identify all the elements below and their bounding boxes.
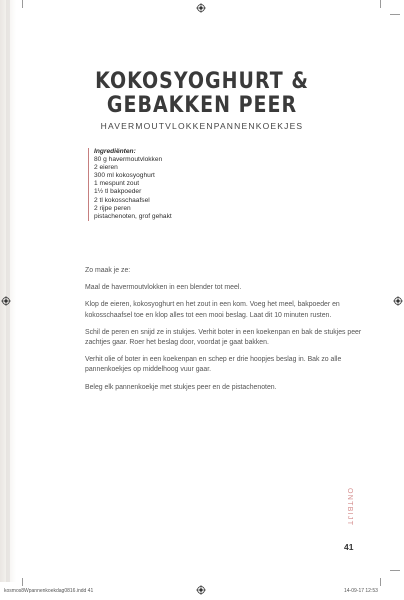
page-number: 41 xyxy=(344,542,354,552)
method-step: Beleg elk pannenkoekje met stukjes peer en de pistachenoten. xyxy=(85,383,277,391)
crop-mark-bottom-right xyxy=(380,578,381,586)
ingredient-item: 1 mespunt zout xyxy=(94,180,140,188)
registration-mark-right-icon xyxy=(393,296,403,306)
recipe-title-line-2: GEBAKKEN PEER xyxy=(106,92,298,118)
footer-file-info: kosmos8Wpannenkoekdag0816.indd 41 xyxy=(4,588,94,594)
method-step: Maal de havermoutvlokken in een blender tot meel. xyxy=(85,284,242,292)
registration-mark-bottom-icon xyxy=(196,585,206,595)
ingredient-item: 2 rijpe peren xyxy=(94,204,131,212)
ingredient-item: pistachenoten, grof gehakt xyxy=(94,212,172,220)
ingredients-box xyxy=(88,148,238,221)
method-step: Verhit olie of boter in een koekenpan en schep er drie hoopjes beslag in. Bak zo alle pannenkoekjes op middelhoog vuur gaar. xyxy=(85,356,342,374)
recipe-title-line-1: KOKOSYOGHURT & xyxy=(95,68,309,94)
ingredients-heading: Ingrediënten: xyxy=(94,148,136,155)
method-step: Klop de eieren, kokosyoghurt en het zout in een kom. Voeg het meel, bakpoeder en kokosschaafsel toe en klop alles tot een mooi beslag. Laat dit 10 minuten rusten. xyxy=(85,301,340,319)
footer-date-info: 14-09-17 12:53 xyxy=(344,588,378,594)
ingredient-item: 1½ tl bakpoeder xyxy=(94,188,142,196)
crop-mark-top-left xyxy=(22,0,23,8)
registration-mark-top-icon xyxy=(196,3,206,13)
crop-mark-top-right xyxy=(380,0,381,8)
ingredient-item: 80 g havermoutvlokken xyxy=(94,156,163,164)
ingredient-item: 300 ml kokosyoghurt xyxy=(94,172,155,180)
crop-mark-right-bottom xyxy=(390,570,400,571)
ingredient-item: 2 eieren xyxy=(94,164,118,172)
recipe-subtitle: HAVERMOUTVLOKKENPANNENKOEKJES xyxy=(100,121,304,131)
registration-mark-left-icon xyxy=(1,296,11,306)
method-section xyxy=(85,266,370,400)
method-intro: Zo maak je ze: xyxy=(85,267,131,274)
ingredient-item: 2 tl kokosschaafsel xyxy=(94,196,150,204)
crop-mark-bottom-left xyxy=(22,578,23,586)
method-step: Schil de peren en snijd ze in stukjes. Verhit boter in een koekenpan en bak de stukjes peer zachtjes gaar. Roer het beslag door, voordat je gaat bakken. xyxy=(85,328,362,347)
crop-mark-right-top xyxy=(390,14,400,15)
section-side-label: ONTBIJT xyxy=(346,488,353,527)
